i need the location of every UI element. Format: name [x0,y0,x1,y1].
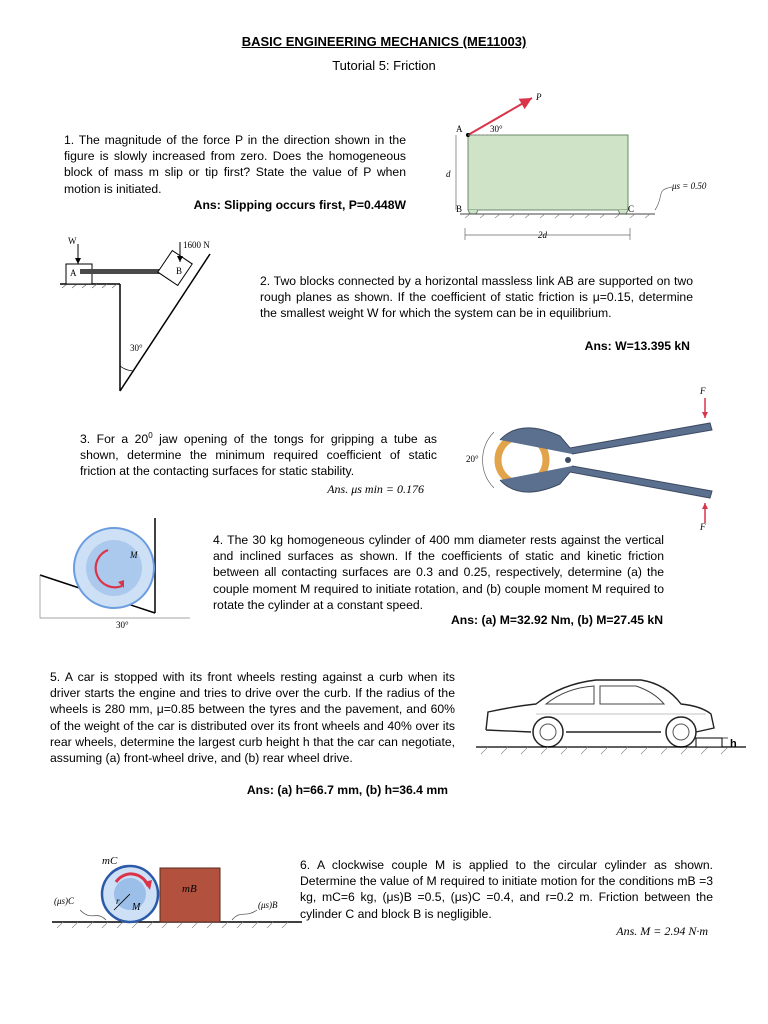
block-b [158,251,192,286]
label-m: M [130,550,138,560]
problem-4-figure [40,518,190,638]
label-2d: 2d [538,230,547,240]
problem-2-figure [40,236,220,396]
label-angle: 30° [116,620,129,630]
curb [696,738,722,747]
block [468,135,628,210]
ground-hatch [465,214,650,218]
problem-3-text: 3. For a $20^0$ jaw opening of the tongs for gripping a tube as shown, determine the minimum required coefficient of static friction at the contacting surfaces for static stability. [80,431,437,479]
label-mc: mC [102,855,118,867]
label-r: r [116,896,120,906]
label-angle: 30° [490,124,503,134]
label-mus-b: (μs)B [258,900,278,910]
label-f-bottom: F [700,522,706,532]
problem-3-answer: Ans. μs min = 0.176 [327,482,424,496]
block-feet [468,210,628,214]
label-mus-c: (μs)C [54,896,75,906]
problem-5-answer: Ans: (a) h=66.7 mm, (b) h=36.4 mm [246,783,448,797]
label-mu: μs = 0.50 [672,181,707,191]
label-a: A [456,124,463,134]
problem-6-text: 6. A clockwise couple M is applied to the circular cylinder as shown. Determine the value of M required to initiate motion for the conditions mB =3 kg, mC=6 kg, (μs)B =0.5, (μs)C =0.4, and r=0.2 m. Friction between the cylinder C and block B is negligible. [300,858,713,921]
label-h: h [730,738,737,750]
label-d: d [446,169,451,179]
label-c: C [628,204,635,214]
label-load: 1600 N [183,240,210,250]
problem-4-answer: Ans: (a) M=32.92 Nm, (b) M=27.45 kN [451,613,663,627]
tong-lower [500,466,712,498]
problem-2-text: 2. Two blocks connected by a horizontal massless link AB are supported on two rough planes as shown. If the coefficient of static friction is μ=0.15, determine the smallest weight W for which the system can be in equilibrium. [260,274,693,321]
label-a: A [70,268,77,278]
label-f-top: F [700,386,706,396]
label-mb: mB [182,883,197,895]
label-b: B [456,204,463,214]
block-b [160,868,220,922]
label-p: P [536,92,542,102]
problem-1-figure [440,90,740,250]
problem-6-figure [52,852,302,932]
rear-wheel [533,717,563,747]
label-m: M [132,902,141,913]
problem-4-text: 4. The 30 kg homogeneous cylinder of 400 mm diameter rests against the vertical and inclined surfaces as shown. If the coefficients of static and kinetic friction between all contacting surfaces are 0.3 and 0.25, respectively, determine (a) the couple moment M required to initiate rotation, and (b) couple moment M required to rotate the cylinder at a constant speed. [213,533,664,612]
label-angle: 20° [466,454,479,464]
label-angle: 30° [130,343,143,353]
label-b: B [176,266,183,276]
problem-1-answer: Ans: Slipping occurs first, P=0.448W [193,198,406,212]
tong-upper [500,423,712,454]
problem-1-text: 1. The magnitude of the force P in the direction shown in the figure is slowly increased from zero. Does the homogeneous block of mass m slip or tip first? State the value of P when motion is initiated. [64,133,406,196]
problem-5-text: 5. A car is stopped with its front wheels resting against a curb when its driver starts the engine and tries to drive over the curb. If the radius of the wheels is 280 mm, μ=0.85 between the tyres and the pavement, and 60% of the weight of the car is distributed over its front wheels and 40% over its rear wheels, determine the largest curb height h that the car can negotiate, assuming (a) front-wheel drive, and (b) rear wheel drive. [50,670,455,766]
problem-6-answer: Ans. M = 2.94 N·m [616,924,708,938]
document-subtitle: Tutorial 5: Friction [332,58,436,73]
problem-2-answer: Ans: W=13.395 kN [584,339,690,353]
document-title: BASIC ENGINEERING MECHANICS (ME11003) [241,34,527,49]
label-w: W [68,236,77,246]
front-wheel [666,717,696,747]
problem-3-figure [460,388,730,533]
problem-5-figure [476,670,746,765]
